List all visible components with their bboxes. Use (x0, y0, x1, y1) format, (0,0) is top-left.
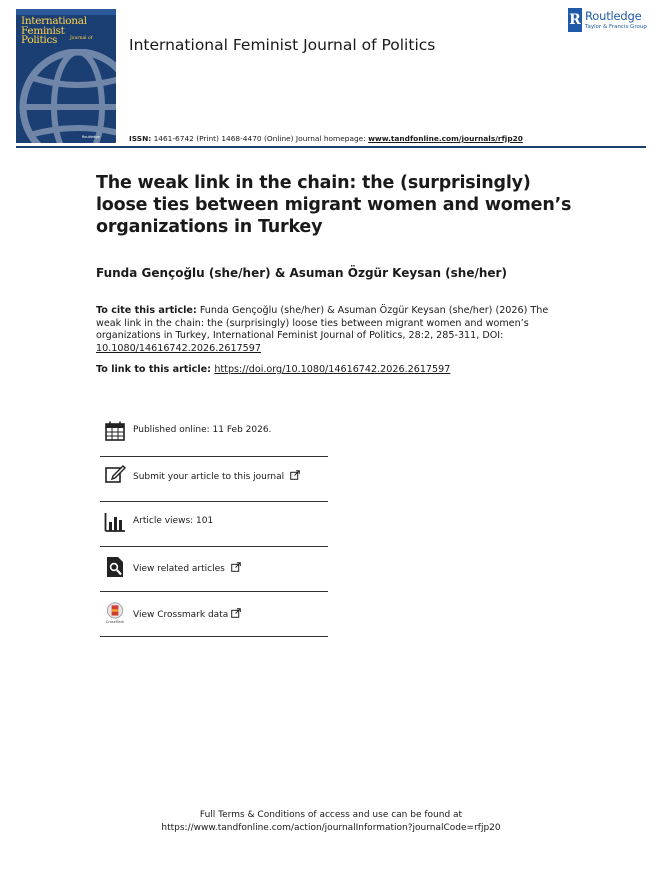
article-info-list (100, 412, 328, 637)
cover-title-line: Politics (21, 34, 58, 46)
published-online-text: Published online: 11 Feb 2026. (133, 425, 272, 435)
external-link-icon (231, 608, 241, 618)
journal-cover-image[interactable] (16, 9, 116, 143)
cover-title-line: Feminist (21, 24, 65, 37)
search-document-icon (104, 556, 126, 578)
routledge-logo-icon: R (568, 8, 582, 32)
terms-text: Full Terms & Conditions of access and use can be found at (199, 810, 463, 820)
publisher-logo[interactable] (568, 8, 650, 34)
citation-label: To cite this article: (96, 305, 197, 316)
crossmark-item[interactable] (100, 592, 328, 637)
citation-text: Funda Gençoğlu (she/her) & Asuman Özgür Keysan (she/her) (2026) The weak link in the chain: the (surprisingly) loose ties between migrant women and women’s organizations in Turkey, International Feminist Journal of Politics, 28:2, 285-311, DOI: (96, 305, 549, 341)
article-link-line (96, 364, 450, 375)
article-title: The weak link in the chain: the (surprisingly) loose ties between migrant women and women’s organizations in Turkey (96, 173, 572, 237)
submit-article-label: Submit your article to this journal (133, 472, 285, 482)
issn-text: 1461-6742 (Print) 1468-4470 (Online) Journal homepage: (151, 134, 369, 143)
article-views-item (100, 502, 328, 547)
crossmark-icon (104, 602, 126, 624)
crossmark-link[interactable] (133, 608, 241, 620)
related-articles-label: View related articles (133, 564, 225, 574)
citation-block (96, 305, 556, 355)
issn-line (129, 134, 523, 143)
publisher-name: Routledge (585, 9, 642, 23)
crossmark-label: View Crossmark data (133, 610, 229, 620)
edit-icon (104, 463, 126, 485)
cover-title-line: International (21, 15, 87, 27)
related-articles-link[interactable] (133, 562, 241, 574)
bar-chart-icon (104, 511, 126, 533)
journal-homepage-link[interactable]: www.tandfonline.com/journals/rfjp20 (368, 134, 523, 143)
globe-illustration (16, 49, 116, 143)
submit-article-item[interactable] (100, 457, 328, 502)
cover-title (21, 17, 113, 46)
terms-footer (0, 809, 662, 834)
cover-publisher: Routledge (82, 135, 100, 139)
calendar-icon (104, 420, 126, 442)
external-link-icon (231, 562, 241, 572)
article-doi-link[interactable]: https://doi.org/10.1080/14616742.2026.2617597 (214, 364, 451, 375)
issn-label: ISSN: (129, 134, 152, 143)
related-articles-item[interactable] (100, 547, 328, 592)
header-divider (16, 146, 646, 148)
publisher-group: Taylor & Francis Group (585, 24, 647, 30)
article-views-text: Article views: 101 (133, 516, 214, 526)
terms-url-link[interactable]: https://www.tandfonline.com/action/journalInformation?journalCode=rfjp20 (161, 822, 501, 833)
cover-subtitle: Journal of (70, 36, 93, 41)
citation-doi-link[interactable]: 10.1080/14616742.2026.2617597 (96, 342, 261, 354)
submit-article-link[interactable] (133, 470, 300, 482)
crossmark-icon-label: CrossMark (105, 620, 125, 624)
external-link-icon (290, 470, 300, 480)
article-link-label: To link to this article: (96, 364, 215, 375)
journal-title[interactable]: International Feminist Journal of Politics (129, 36, 436, 54)
published-online-item (100, 412, 328, 457)
article-authors: Funda Gençoğlu (she/her) & Asuman Özgür Keysan (she/her) (96, 266, 507, 280)
